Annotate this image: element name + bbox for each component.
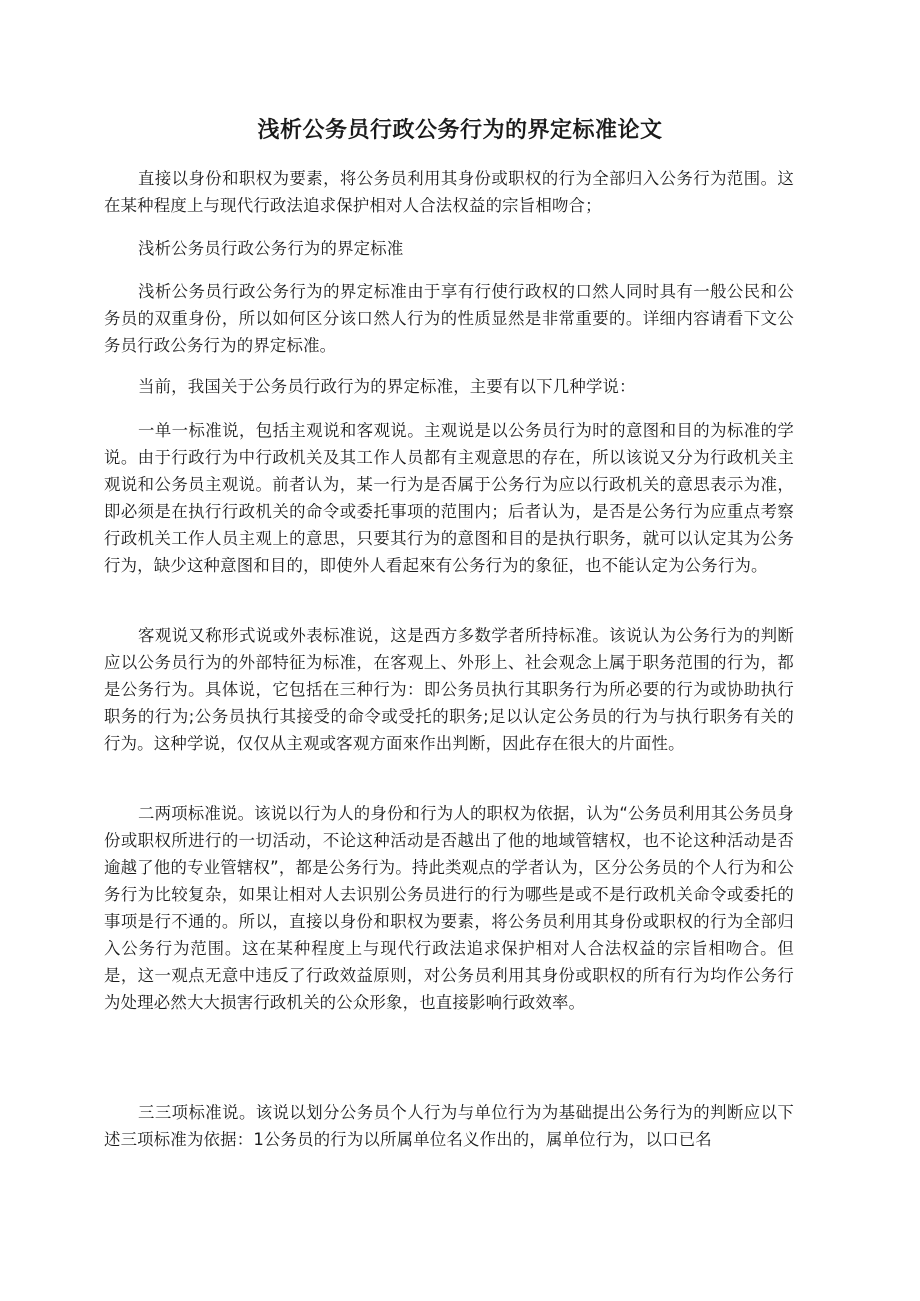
paragraph-three-standards: 三三项标准说。该说以划分公务员个人行为与单位行为为基础提出公务行为的判断应以下述三项标准为依据：1公务员的行为以所属单位名义作出的，属单位行为，以口已名 bbox=[104, 1103, 794, 1149]
paragraph-current-theories: 当前，我国关于公务员行政行为的界定标准，主要有以下几种学说： bbox=[138, 377, 636, 396]
paragraph-intro: 直接以身份和职权为要素，将公务员利用其身份或职权的行为全部归入公务行为范围。这在某种程度上与现代行政法追求保护相对人合法权益的宗旨相吻合； bbox=[104, 169, 794, 215]
document-title: 浅析公务员行政公务行为的界定标准论文 bbox=[257, 118, 663, 143]
paragraph-summary: 浅析公务员行政公务行为的界定标准由于享有行使行政权的口然人同时具有一般公民和公务员的双重身份，所以如何区分该口然人行为的性质显然是非常重要的。详细内容请看下文公务员行政公务行为的界定标准。 bbox=[104, 282, 794, 355]
paragraph-subtitle: 浅析公务员行政公务行为的界定标准 bbox=[138, 239, 404, 258]
paragraph-objective-theory: 客观说又称形式说或外表标准说，这是西方多数学者所持标准。该说认为公务行为的判断应以公务员行为的外部特征为标准，在客观上、外形上、社会观念上属于职务范围的行为，都是公务行为。具体说，它包括在三种行为：即公务员执行其职务行为所必要的行为或协助执行职务的行为;公务员执行其接受的命令或受托的职务;足以认定公务员的行为与执行职务有关的行为。这种学说，仅仅从主观或客观方面來作出判断，因此存在很大的片面性。 bbox=[104, 626, 794, 753]
paragraph-two-standards: 二两项标准说。该说以行为人的身份和行为人的职权为依据，认为“公务员利用其公务员身份或职权所进行的一切活动，不论这种活动是否越出了他的地域管辖权，也不论这种活动是否逾越了他的专业管辖权”，都是公务行为。持此类观点的学者认为，区分公务员的个人行为和公务行为比较复杂，如果让相对人去识别公务员进行的行为哪些是或不是行政机关命令或委托的事项是行不通的。所以，直接以身份和职权为要素，将公务员利用其身份或职权的行为全部归入公务行为范围。这在某种程度上与现代行政法追求保护相对人合法权益的宗旨相吻合。但是，这一观点无意中违反了行政效益原则，对公务员利用其身份或职权的所有行为均作公务行为处理必然大大损害行政机关的公众形象，也直接影响行政效率。 bbox=[104, 804, 794, 1012]
paragraph-single-standard: 一单一标准说，包括主观说和客观说。主观说是以公务员行为时的意图和目的为标准的学说。由于行政行为中行政机关及其工作人员都有主观意思的存在，所以该说又分为行政机关主观说和公务员主观说。前者认为，某一行为是否属于公务行为应以行政机关的意思表示为准，即必须是在执行行政机关的命令或委托事项的范围内；后者认为，是否是公务行为应重点考察行政机关工作人员主观上的意思，只要其行为的意图和目的是执行职务，就可以认定其为公务行为，缺少这种意图和目的，即使外人看起來有公务行为的象征，也不能认定为公务行为。 bbox=[104, 421, 794, 575]
